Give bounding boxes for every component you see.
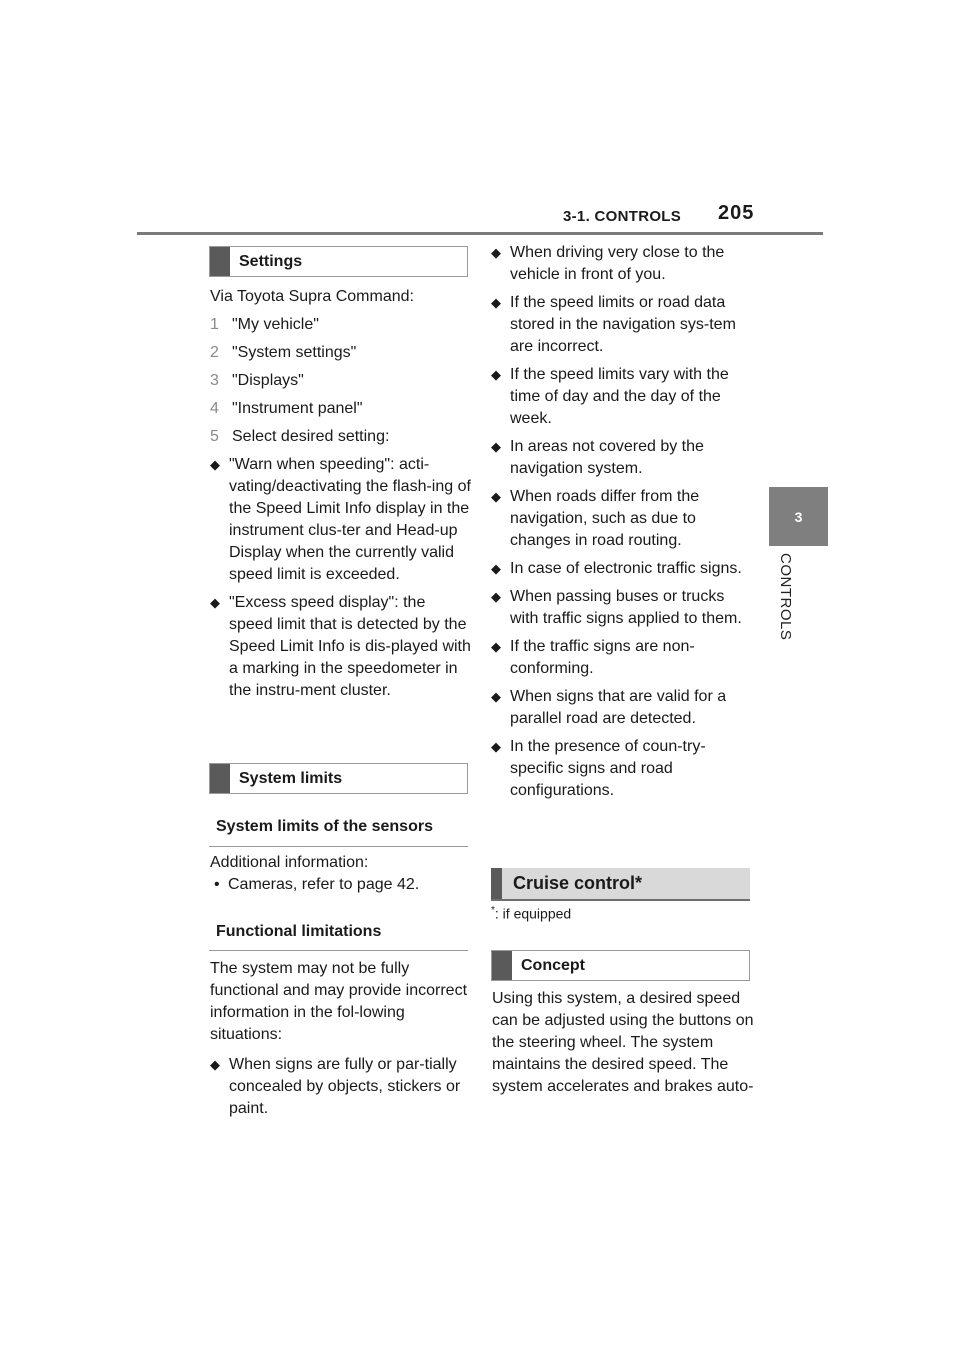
bullet-icon: ◆ bbox=[210, 595, 220, 610]
bullet-icon: • bbox=[214, 876, 220, 893]
situation-item bbox=[491, 292, 753, 358]
cruise-control-heading-text: Cruise control* bbox=[513, 873, 643, 893]
heading-bar bbox=[491, 868, 502, 899]
situation-text: In case of electronic traffic signs. bbox=[510, 560, 742, 577]
bullet-icon: ◆ bbox=[491, 589, 501, 604]
situation-text: When passing buses or trucks with traffic signs applied to them. bbox=[510, 588, 742, 627]
step-number: 1 bbox=[210, 316, 219, 333]
sensors-content bbox=[210, 852, 472, 896]
situation-text: When driving very close to the vehicle in front of you. bbox=[510, 244, 725, 283]
situation-text: When signs are fully or par-tially concealed by objects, stickers or paint. bbox=[229, 1056, 461, 1117]
section-title: 3-1. CONTROLS bbox=[563, 208, 682, 225]
bullet-icon: ◆ bbox=[491, 739, 501, 754]
option-item bbox=[210, 454, 472, 586]
additional-info-label: Additional information: bbox=[210, 854, 369, 871]
bullet-icon: ◆ bbox=[491, 295, 501, 310]
sensors-heading: System limits of the sensors bbox=[209, 818, 468, 847]
situations-list bbox=[491, 242, 753, 808]
concept-heading-text: Concept bbox=[521, 956, 585, 974]
step-number: 3 bbox=[210, 372, 219, 389]
step-number: 2 bbox=[210, 344, 219, 361]
situation-text: If the speed limits or road data stored in the navigation sys-tem are incorrect. bbox=[510, 294, 736, 355]
situation-item bbox=[491, 636, 753, 680]
option-text: "Excess speed display": the speed limit that is detected by the Speed Limit Info is dis-played with a marking in the speedometer in the instru-ment cluster. bbox=[229, 594, 471, 699]
bullet-icon: ◆ bbox=[210, 457, 220, 472]
bullet-icon: ◆ bbox=[491, 439, 501, 454]
situation-text: In the presence of coun-try-specific signs and road configurations. bbox=[510, 738, 706, 799]
bullet-icon: ◆ bbox=[210, 1057, 220, 1072]
bullet-icon: ◆ bbox=[491, 689, 501, 704]
situation-item bbox=[491, 736, 753, 802]
settings-content bbox=[210, 286, 472, 708]
step-text: "System settings" bbox=[232, 344, 357, 361]
functional-heading: Functional limitations bbox=[209, 923, 468, 951]
step-text: "My vehicle" bbox=[232, 316, 319, 333]
step-item bbox=[210, 398, 472, 420]
heading-bar bbox=[210, 764, 230, 793]
situation-item bbox=[210, 1054, 472, 1120]
step-number: 4 bbox=[210, 400, 219, 417]
chapter-label: CONTROLS bbox=[777, 553, 794, 641]
system-limits-heading-text: System limits bbox=[239, 769, 343, 787]
bullet-icon: ◆ bbox=[491, 367, 501, 382]
situation-text: In areas not covered by the navigation system. bbox=[510, 438, 704, 477]
step-item bbox=[210, 426, 472, 448]
step-item bbox=[210, 314, 472, 336]
situation-text: When signs that are valid for a parallel road are detected. bbox=[510, 688, 727, 727]
step-text: "Instrument panel" bbox=[232, 400, 363, 417]
step-number: 5 bbox=[210, 428, 219, 445]
option-item bbox=[210, 592, 472, 702]
header-rule bbox=[137, 232, 823, 235]
concept-heading bbox=[491, 950, 750, 981]
step-text: Select desired setting: bbox=[232, 428, 390, 445]
footnote bbox=[491, 905, 571, 922]
heading-bar bbox=[210, 247, 230, 276]
step-item bbox=[210, 370, 472, 392]
situation-item bbox=[491, 364, 753, 430]
concept-text: Using this system, a desired speed can be adjusted using the buttons on the steering wheel. The system maintains the desired speed. The system accelerates and brakes auto- bbox=[492, 990, 754, 1095]
situation-text: When roads differ from the navigation, such as due to changes in road routing. bbox=[510, 488, 700, 549]
step-text: "Displays" bbox=[232, 372, 304, 389]
settings-heading bbox=[209, 246, 468, 277]
situation-item bbox=[491, 486, 753, 552]
settings-heading-text: Settings bbox=[239, 252, 303, 270]
option-text: "Warn when speeding": acti-vating/deactivating the flash-ing of the Speed Limit Info display in the instrument clus-ter and Head-up Display when the currently valid speed limit is exceeded. bbox=[229, 456, 471, 583]
functional-content bbox=[210, 958, 472, 1126]
situation-item bbox=[491, 558, 753, 580]
bullet-icon: ◆ bbox=[491, 489, 501, 504]
situation-item bbox=[491, 686, 753, 730]
situation-text: If the speed limits vary with the time of day and the day of the week. bbox=[510, 366, 729, 427]
situation-item bbox=[491, 242, 753, 286]
heading-bar bbox=[492, 951, 512, 980]
chapter-tab bbox=[769, 487, 828, 546]
page-number: 205 bbox=[718, 202, 755, 224]
bullet-icon: ◆ bbox=[491, 561, 501, 576]
functional-text: The system may not be fully functional and may provide incorrect information in the fol-lowing situations: bbox=[210, 960, 468, 1043]
cruise-control-heading bbox=[491, 868, 750, 901]
bullet-icon: ◆ bbox=[491, 639, 501, 654]
bullet-icon: ◆ bbox=[491, 245, 501, 260]
intro-text: Via Toyota Supra Command: bbox=[210, 288, 414, 305]
footnote-mark: * bbox=[491, 905, 495, 916]
cameras-text: Cameras, refer to page 42. bbox=[228, 876, 420, 893]
footnote-text: : if equipped bbox=[494, 905, 572, 922]
situation-item bbox=[491, 586, 753, 630]
list-item bbox=[210, 874, 472, 896]
system-limits-heading bbox=[209, 763, 468, 794]
chapter-number: 3 bbox=[794, 508, 803, 525]
situation-text: If the traffic signs are non-conforming. bbox=[510, 638, 695, 677]
situation-item bbox=[491, 436, 753, 480]
step-item bbox=[210, 342, 472, 364]
